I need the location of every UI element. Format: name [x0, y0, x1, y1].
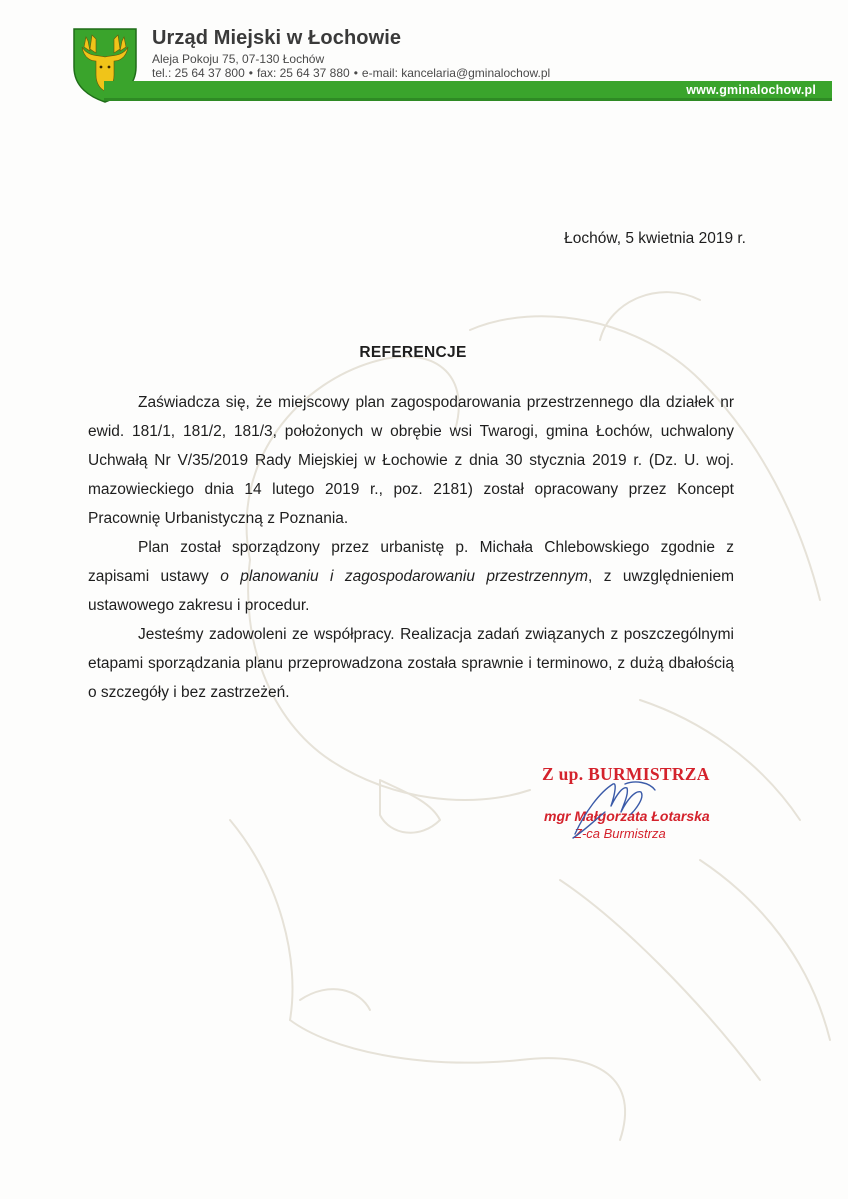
- official-stamp: [530, 760, 750, 850]
- stamp-signatory-name: mgr Małgorzata Łotarska: [544, 808, 710, 824]
- bullet-separator: •: [353, 66, 358, 80]
- letter-body: [88, 388, 734, 707]
- act-title: o planowaniu i zagospodarowaniu przestrzennym: [220, 568, 589, 585]
- stamp-authorization: Z up. BURMISTRZA: [542, 764, 710, 784]
- paragraph-2: [88, 533, 734, 620]
- document-title: REFERENCJE: [359, 344, 467, 361]
- office-name: Urząd Miejski w Łochowie: [152, 27, 402, 49]
- office-contact: [152, 66, 550, 80]
- office-address: Aleja Pokoju 75, 07-130 Łochów: [152, 52, 325, 66]
- paragraph-3: Jesteśmy zadowoleni ze współpracy. Realizacja zadań związanych z poszczególnymi etapami sporządzania planu przeprowadzona została sprawnie i terminowo, z dużą dbałością o szczegóły i bez zastrzeżeń.: [88, 626, 734, 701]
- header-band-shadow: [104, 98, 832, 101]
- office-phone: tel.: 25 64 37 800: [152, 66, 245, 80]
- office-fax: fax: 25 64 37 880: [256, 66, 350, 80]
- paragraph-2-start: Plan został sporządzony przez urbanistę p. Michała Chlebowskiego zgodnie z zapisami ustawy: [88, 539, 734, 585]
- website-link[interactable]: www.gminalochow.pl: [686, 83, 816, 97]
- office-email: e-mail: kancelaria@gminalochow.pl: [361, 66, 551, 80]
- stamp-signatory-role: Z-ca Burmistrza: [574, 826, 666, 841]
- bullet-separator: •: [248, 66, 253, 80]
- letter-date: Łochów, 5 kwietnia 2019 r.: [564, 230, 746, 247]
- paragraph-2-end: , z uwzględnieniem ustawowego zakresu i procedur.: [88, 568, 735, 614]
- paragraph-1: Zaświadcza się, że miejscowy plan zagospodarowania przestrzennego dla działek nr ewid. 181/1, 181/2, 181/3, położonych w obrębie wsi Twarogi, gmina Łochów, uchwalony Uchwałą Nr V/35/2019 Rady Miejskiej w Łochowie z dnia 30 stycznia 2019 r. (Dz. U. woj. mazowieckiego dnia 14 lutego 2019 r., poz. 2181) został opracowany przez Koncept Pracownię Urbanistyczną z Poznania.: [88, 394, 734, 527]
